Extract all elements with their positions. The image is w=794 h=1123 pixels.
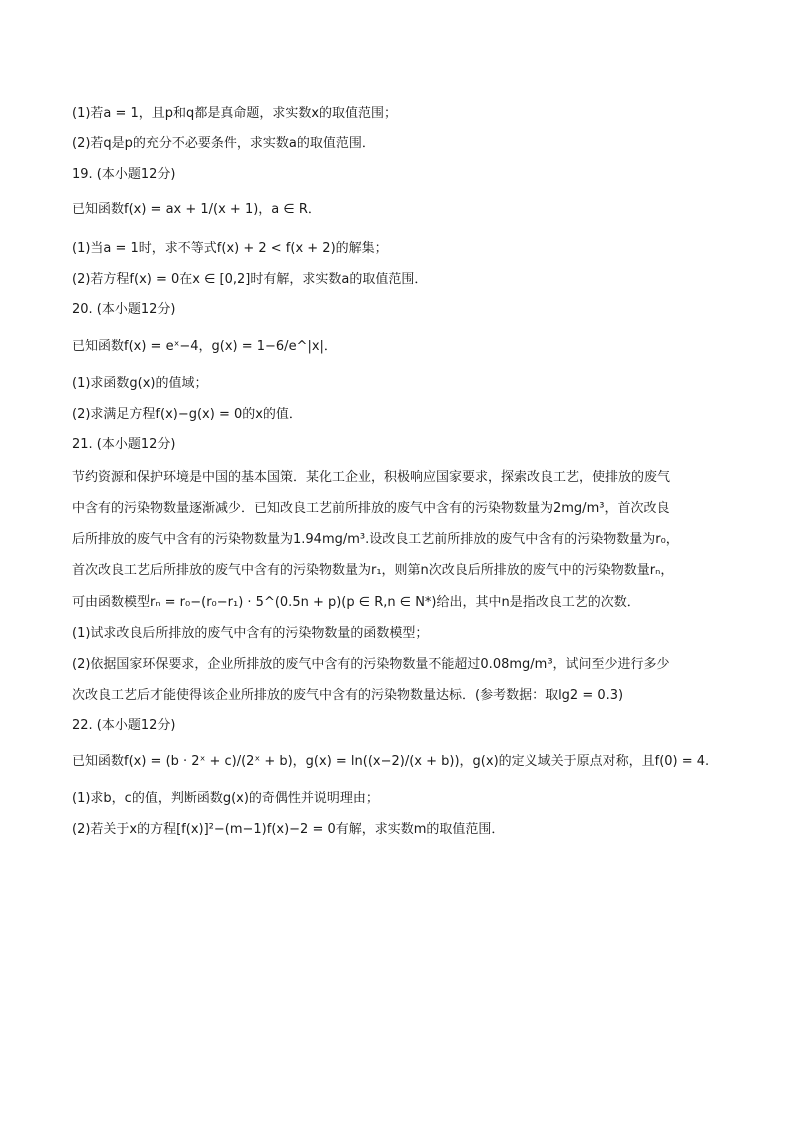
question-heading: 21. (本小题12分) (72, 437, 176, 452)
text-line: 已知函数f(x) = (b · 2ˣ + c)/(2ˣ + b)，g(x) = ln((x−2)/(x + b))，g(x)的定义域关于原点对称，且f(0) = 4. (72, 754, 710, 769)
text-line: 次改良工艺后才能使得该企业所排放的废气中含有的污染物数量达标．(参考数据：取lg2 = 0.3) (72, 688, 624, 703)
question-heading: 22. (本小题12分) (72, 718, 176, 733)
text-line: (2)若关于x的方程[f(x)]²−(m−1)f(x)−2 = 0有解，求实数m的取值范围． (72, 822, 505, 837)
text-line: 首次改良工艺后所排放的废气中含有的污染物数量为r₁，则第n次改良后所排放的废气中的污染物数量rₙ， (72, 563, 674, 578)
text-line: 节约资源和保护环境是中国的基本国策．某化工企业，积极响应国家要求，探索改良工艺，使排放的废气 (72, 470, 671, 485)
text-line: 已知函数f(x) = ax + 1/(x + 1)，a ∈ R． (72, 202, 321, 217)
text-line: 可由函数模型rₙ = r₀−(r₀−r₁) · 5^(0.5n + p)(p ∈ R,n ∈ N*)给出，其中n是指改良工艺的次数． (72, 595, 640, 610)
text-line: (2)若q是p的充分不必要条件，求实数a的取值范围． (72, 136, 375, 151)
text-line: (1)试求改良后所排放的废气中含有的污染物数量的函数模型； (72, 626, 429, 641)
question-heading: 20. (本小题12分) (72, 302, 176, 317)
text-line: (1)若a = 1，且p和q都是真命题，求实数x的取值范围； (72, 106, 398, 121)
text-line: 后所排放的废气中含有的污染物数量为1.94mg/m³.设改良工艺前所排放的废气中含有的污染物数量为r₀， (72, 532, 679, 547)
question-heading: 19. (本小题12分) (72, 167, 176, 182)
text-line: (2)依据国家环保要求，企业所排放的废气中含有的污染物数量不能超过0.08mg/m³，试问至少进行多少 (72, 657, 670, 672)
text-line: (1)求b，c的值，判断函数g(x)的奇偶性并说明理由； (72, 791, 379, 806)
text-line: 中含有的污染物数量逐渐减少．已知改良工艺前所排放的废气中含有的污染物数量为2mg/m³，首次改良 (72, 501, 670, 516)
text-line: (1)求函数g(x)的值域； (72, 376, 208, 391)
text-line: (2)若方程f(x) = 0在x ∈ [0,2]时有解，求实数a的取值范围． (72, 272, 428, 287)
text-line: 已知函数f(x) = eˣ−4，g(x) = 1−6/e^|x|． (72, 339, 337, 354)
text-line: (1)当a = 1时，求不等式f(x) + 2 < f(x + 2)的解集； (72, 241, 388, 256)
text-line: (2)求满足方程f(x)−g(x) = 0的x的值． (72, 407, 302, 422)
